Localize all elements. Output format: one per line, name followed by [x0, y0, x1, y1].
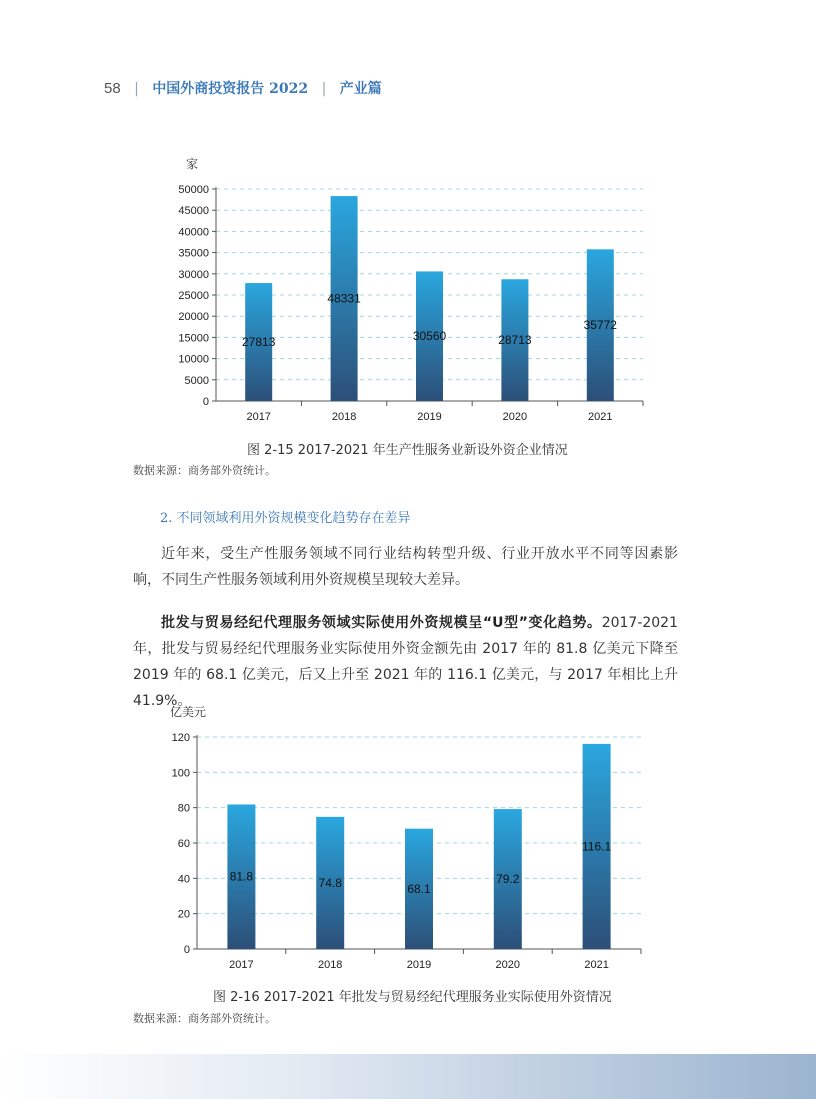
y-tick-label: 80	[177, 802, 190, 815]
x-tick-label: 2017	[246, 411, 271, 423]
y-tick-label: 40	[177, 873, 190, 886]
y-tick-label: 0	[183, 944, 190, 956]
data-label: 81.8	[229, 869, 254, 884]
y-unit-label: 亿美元	[170, 705, 207, 719]
data-label: 116.1	[582, 839, 612, 854]
y-tick-label: 10000	[178, 353, 209, 366]
x-tick-label: 2020	[502, 411, 528, 423]
y-tick-label: 100	[171, 767, 190, 780]
paragraph-body: 2017-2021 年，批发与贸易经纪代理服务业实际使用外资金额先由 2017 年的 81.8 亿美元下降至 2019 年的 68.1 亿美元，后又上升至 2021 年的 116.1 亿美元，与 2017 年相比上升 41.9%。	[133, 615, 678, 709]
data-label: 28713	[498, 333, 532, 348]
y-tick-label: 30000	[178, 268, 209, 281]
paragraph-intro: 近年来，受生产性服务领域不同行业结构转型升级、行业开放水平不同等因素影响，不同生产性服务领域利用外资规模呈现较大差异。	[133, 546, 678, 588]
data-label: 74.8	[318, 875, 342, 890]
section-name: 产业篇	[339, 81, 382, 97]
y-tick-label: 20000	[178, 311, 209, 324]
data-label: 27813	[242, 335, 276, 350]
paragraph-lead: 批发与贸易经纪代理服务领域实际使用外资规模呈“U型”变化趋势。	[161, 615, 602, 631]
y-tick-label: 20	[177, 908, 190, 921]
x-tick-label: 2021	[584, 959, 609, 971]
y-tick-label: 45000	[178, 205, 209, 218]
x-tick-label: 2019	[417, 411, 442, 423]
x-tick-label: 2018	[317, 959, 343, 971]
y-tick-label: 40000	[178, 226, 209, 239]
data-label: 48331	[327, 291, 361, 306]
page-number: 58	[104, 80, 121, 97]
y-tick-label: 5000	[184, 374, 209, 387]
data-label: 35772	[583, 318, 617, 333]
report-title: 中国外商投资报告 2022	[152, 81, 309, 97]
x-tick-label: 2021	[588, 411, 613, 423]
y-tick-label: 35000	[178, 247, 209, 260]
y-tick-label: 0	[202, 396, 209, 408]
data-label: 30560	[412, 329, 447, 344]
figure-caption-2-15: 图 2-15 2017-2021 年生产性服务业新设外资企业情况	[247, 443, 568, 458]
y-tick-label: 25000	[178, 290, 209, 302]
y-unit-label: 家	[186, 157, 199, 171]
data-label: 79.2	[496, 872, 520, 887]
header-divider: |	[134, 81, 139, 97]
figure-caption-2-16: 图 2-16 2017-2021 年批发与贸易经纪代理服务业实际使用外资情况	[213, 990, 612, 1005]
x-tick-label: 2017	[229, 959, 254, 971]
x-tick-label: 2019	[406, 959, 432, 971]
y-tick-label: 15000	[178, 332, 209, 345]
data-source-note: 数据来源：商务部外资统计。	[133, 1012, 276, 1025]
section-subheading: 2. 不同领域利用外资规模变化趋势存在差异	[160, 511, 411, 526]
data-label: 68.1	[407, 881, 431, 896]
y-tick-label: 60	[177, 838, 190, 850]
header-divider: |	[321, 81, 327, 97]
y-tick-label: 50000	[178, 184, 209, 196]
data-source-note: 数据来源：商务部外资统计。	[133, 464, 276, 477]
x-tick-label: 2018	[331, 411, 357, 423]
y-tick-label: 120	[171, 732, 190, 744]
x-tick-label: 2020	[495, 959, 521, 971]
footer-decoration	[0, 1054, 816, 1099]
